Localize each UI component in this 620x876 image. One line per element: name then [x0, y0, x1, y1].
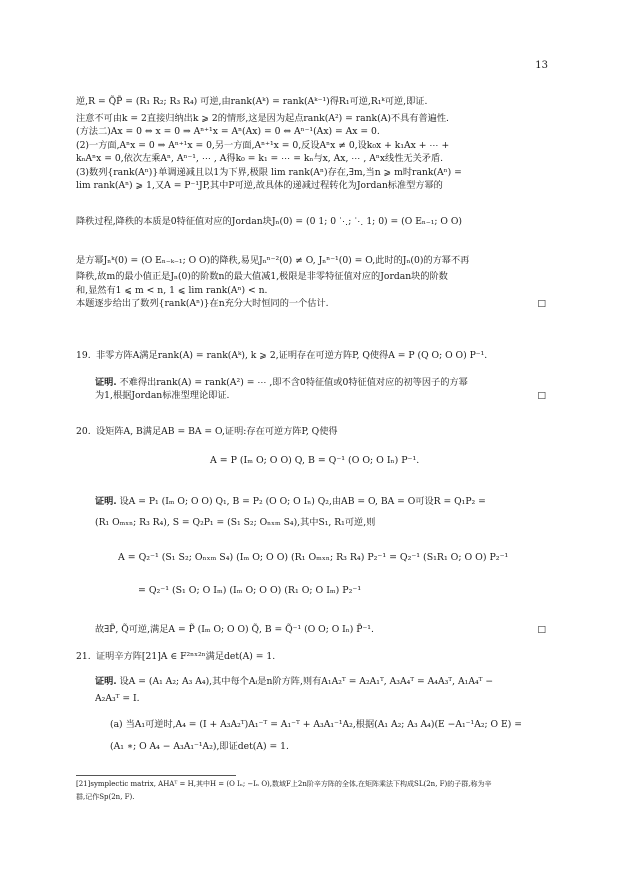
qed-mark: □ — [537, 298, 546, 310]
proof-label: 证明. — [95, 496, 117, 507]
problem-20-conclusion — [95, 620, 546, 640]
text-span: 本题逐步给出了数列{rank(Aⁿ)}在n充分大时恒同的一个估计. — [76, 298, 329, 310]
text-line: 降秩,故m的最小值正是Jₙ(0)的阶数n的最大值减1,极限是非零特征值对应的Jordan块的阶数 — [76, 271, 448, 283]
text-line: lim rank(Aⁿ) ⩾ 1,又A = P⁻¹JP,其中P可逆,故具体的递减过程转化为Jordan标准型方幂的 — [76, 180, 443, 192]
problem-number: 21. — [76, 651, 91, 662]
page-number: 13 — [535, 60, 548, 71]
text-line: (3)数列{rank(Aⁿ)}单调递减且以1为下界,极限 lim rank(Aⁿ)存在,∃m,当n ⩾ m时rank(Aⁿ) = — [76, 166, 462, 178]
problem-19 — [76, 345, 546, 367]
qed-mark: □ — [537, 390, 546, 402]
text-span: 为1,根据Jordan标准型理论即证. — [95, 390, 230, 402]
problem-20 — [76, 425, 546, 438]
statement-text: 非零方阵A满足rank(A) = rank(Aᵏ), k ⩾ 2,证明存在可逆方阵P, Q使得A = P (Q O; O O) P⁻¹. — [96, 350, 488, 361]
text-span: 不难得出rank(A) = rank(A²) = ⋯ ,即不含0特征值或0特征值对应的初等因子的方幂 — [119, 377, 468, 388]
text-line: 注意不可由k = 2直接归纳出k ⩾ 2的情形,这是因为起点rank(A²) = rank(A)不具有普遍性. — [76, 113, 449, 124]
problem-statement — [76, 345, 546, 367]
text-span: 故∃P̃, Q̃可逆,满足A = P̃ (Iₘ O; O O) Q̃, B = Q̃⁻¹ (O O; O Iₙ) P̃⁻¹. — [95, 624, 374, 635]
footnote-line: 群,记作Sp(2n, F). — [76, 793, 135, 801]
text-line — [95, 492, 546, 512]
text-line — [76, 297, 546, 310]
proof-label: 证明. — [95, 676, 117, 687]
problem-statement — [76, 425, 546, 438]
text-line: (A₁ ∗; O A₄ − A₃A₁⁻¹A₂),即证det(A) = 1. — [110, 741, 289, 752]
display-equation: A = Q₂⁻¹ (S₁ S₂; Oₙₓₘ S₄) (Iₘ O; O O) (R₁ Oₘₓₙ; R₃ R₄) P₂⁻¹ = Q₂⁻¹ (S₁R₁ O; O O) P₂⁻¹ — [118, 552, 509, 563]
text-line: (a) 当A₁可逆时,A₄ = (I + A₃A₂ᵀ)A₁⁻ᵀ = A₁⁻ᵀ + A₃A₁⁻¹A₂,根据(A₁ A₂; A₃ A₄)(E −A₁⁻¹A₂; O E) = — [110, 719, 522, 730]
continued-proof — [76, 92, 546, 311]
display-equation: A = P (Iₘ O; O O) Q, B = Q⁻¹ (O O; O Iₙ) P⁻¹. — [210, 455, 420, 466]
text-line: A₂A₃ᵀ = I. — [95, 693, 140, 704]
display-equation: = Q₂⁻¹ (S₁ O; O Iₘ) (Iₘ O; O O) (R₁ O; O Iₘ) P₂⁻¹ — [138, 585, 362, 596]
statement-text: 证明辛方阵[21]A ∈ F²ⁿˣ²ⁿ满足det(A) = 1. — [96, 651, 276, 662]
problem-number: 19. — [76, 350, 91, 361]
text-line: 降秩过程,降秩的本质是0特征值对应的Jordan块Jₙ(0) = (0 1; 0 ⋱; ⋱ 1; 0) = (O Eₙ₋₁; O O) — [76, 216, 462, 228]
problem-statement — [76, 650, 546, 663]
statement-text: 设矩阵A, B满足AB = BA = O,证明:存在可逆方阵P, Q使得 — [96, 426, 338, 437]
text-line: kₙAⁿx = 0,依次左乘Aⁿ, Aⁿ⁻¹, ⋯ , A得k₀ = k₁ = ⋯ = kₙ与x, Ax, ⋯ , Aⁿx线性无关矛盾. — [76, 153, 444, 165]
text-line — [95, 672, 546, 692]
problem-21-case-a — [110, 714, 546, 758]
footnote-divider — [76, 775, 236, 776]
text-line: (R₁ Oₘₓₙ; R₃ R₄), S = Q₂P₁ = (S₁ S₂; Oₙₓₘ S₄),其中S₁, R₁可逆,则 — [95, 517, 376, 528]
text-line: (方法二)Ax = 0 ⇔ x = 0 ⇒ Aⁿ⁺¹x = Aⁿ(Ax) = 0 ⇔ Aⁿ⁻¹(Ax) = Ax = 0. — [76, 126, 380, 138]
proof-label: 证明. — [95, 377, 117, 388]
text-line: 是方幂Jₙᵏ(0) = (O Eₙ₋ₖ₋₁; O O)的降秩,易见Jₙⁿ⁻²(0) ≠ O, Jₙⁿ⁻¹(0) = O,此时的Jₙ(0)的方幂不再 — [76, 255, 470, 267]
text-line: 和,显然有1 ⩽ m < n, 1 ⩽ lim rank(Aⁿ) < n. — [76, 284, 268, 296]
text-span: 设A = P₁ (Iₘ O; O O) Q₁, B = P₂ (O O; O Iₙ) Q₂,由AB = O, BA = O可设R = Q₁P₂ = — [119, 496, 486, 507]
text-line — [95, 389, 546, 402]
text-span: 设A = (A₁ A₂; A₃ A₄),其中每个Aᵢ是n阶方阵,则有A₁A₂ᵀ = A₂A₁ᵀ, A₃A₄ᵀ = A₄A₃ᵀ, A₁A₄ᵀ − — [119, 676, 494, 687]
qed-mark: □ — [537, 624, 546, 635]
problem-21-proof — [95, 672, 546, 705]
text-line: (2)一方面,Aⁿx = 0 ⇒ Aⁿ⁺¹x = 0,另一方面,Aⁿ⁺¹x = 0,反设Aⁿx ≠ 0,设k₀x + k₁Ax + ⋯ + — [76, 139, 450, 151]
text-line — [95, 376, 546, 389]
text-line: 逆,R = Q̃P̃ = (R₁ R₂; R₃ R₄) 可逆,由rank(Aᵏ) = rank(Aᵏ⁻¹)得R₁可逆,R₁ᵏ可逆,即证. — [76, 96, 428, 107]
problem-number: 20. — [76, 426, 91, 437]
problem-19-proof — [95, 376, 546, 403]
problem-20-proof — [95, 492, 546, 534]
problem-21 — [76, 650, 546, 663]
text-line — [95, 620, 546, 640]
footnote-line: [21]symplectic matrix, AHAᵀ = H,其中H = (O Iₙ; −Iₙ O),数域F上2n阶辛方阵的全体,在矩阵乘法下构成SL(2n, F)的子群,称为辛 — [76, 780, 492, 788]
